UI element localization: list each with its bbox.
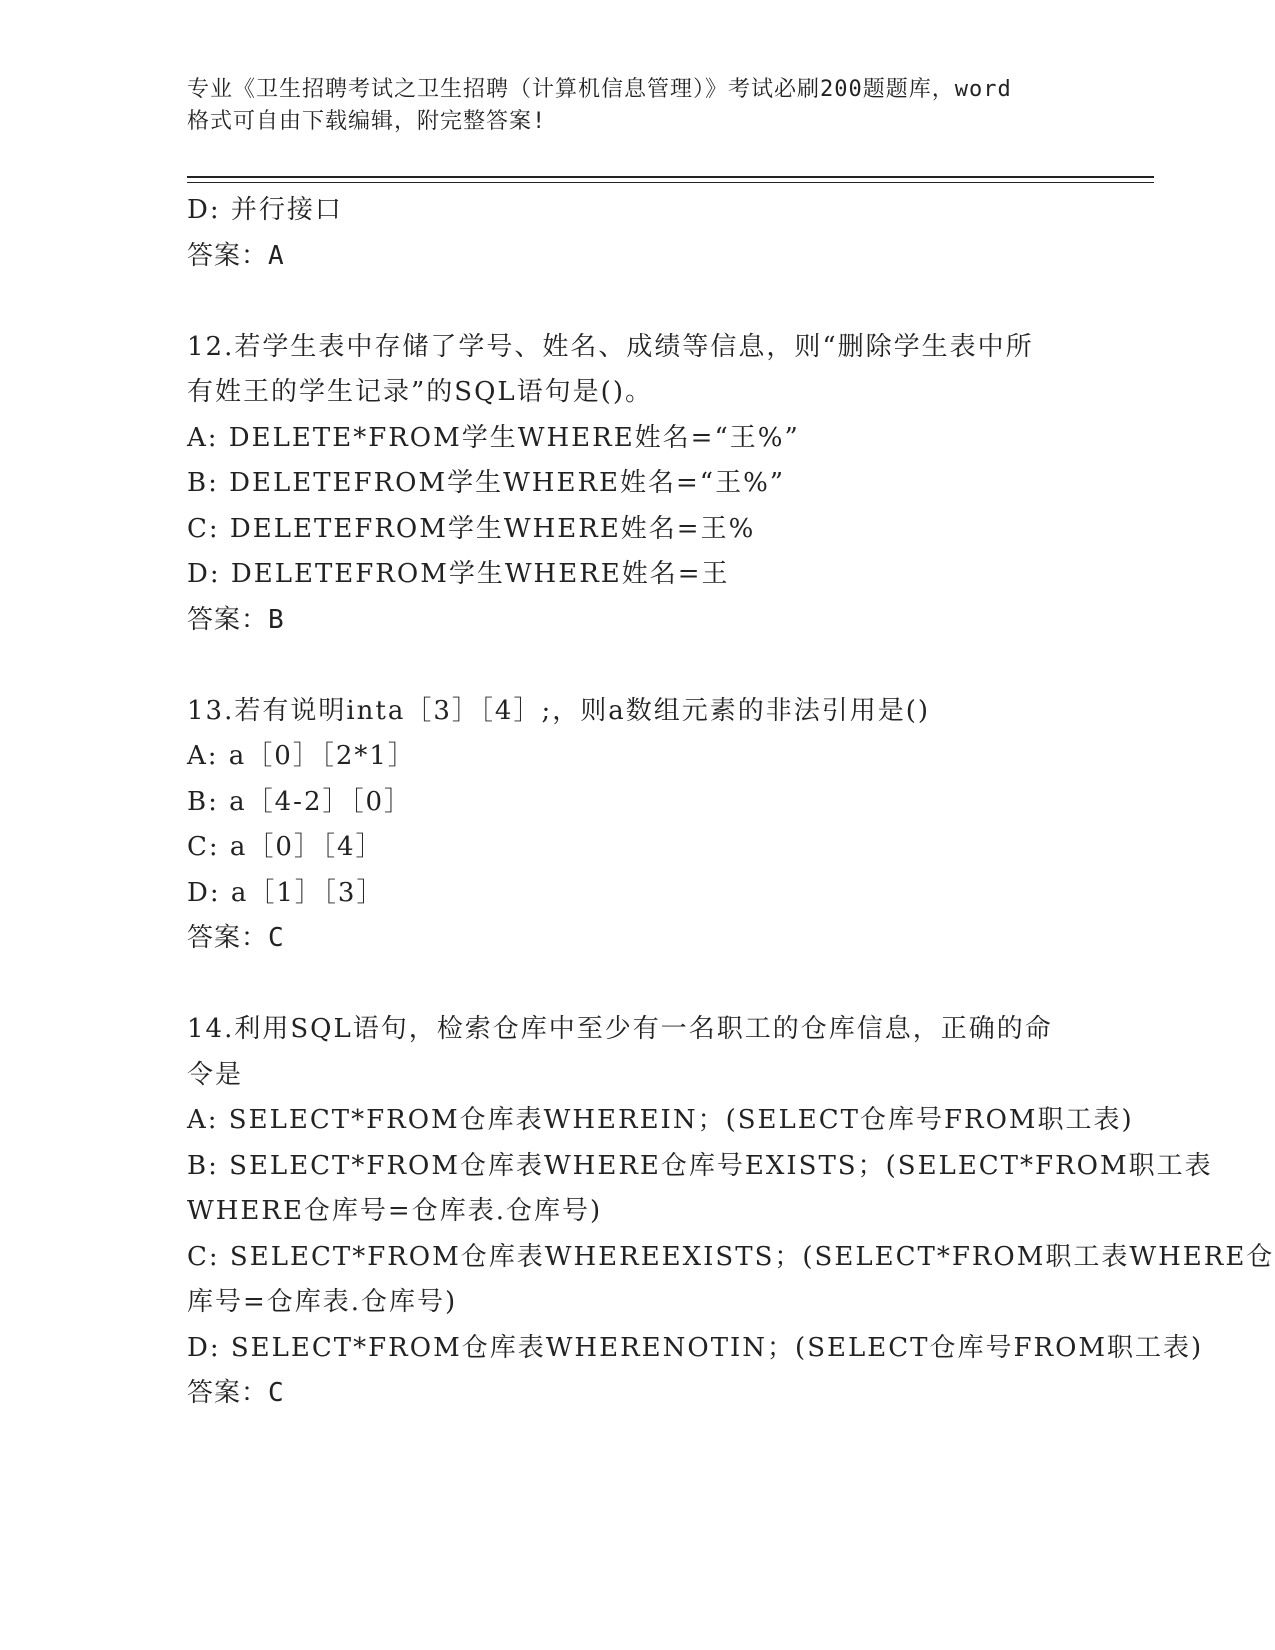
question-13 [187,689,1087,962]
q14-answer: 答案：C [187,1378,285,1408]
document-body [187,188,1275,1417]
header-line-1: 专业《卫生招聘考试之卫生招聘（计算机信息管理）》考试必刷200题题库，word [187,77,1012,102]
q13-option-a: A: a［0］［2*1］ [187,741,416,771]
q14-option-d: D: SELECT*FROM仓库表WHERENOTIN；(SELECT仓库号FROM职工表) [187,1332,1204,1363]
q14-option-a: A: SELECT*FROM仓库表WHEREIN；(SELECT仓库号FROM职工表) [187,1105,1134,1135]
q12-option-c: C: DELETEFROM学生WHERE姓名=王% [187,513,756,544]
question-12 [187,325,1087,644]
q14-option-c-line-2: 库号=仓库表.仓库号) [187,1287,458,1317]
q13-answer: 答案：C [187,923,285,953]
q12-option-d: D: DELETEFROM学生WHERE姓名=王 [187,559,730,589]
header-rule-thick [187,176,1154,178]
header-rule-thin [187,182,1154,183]
q13-option-d: D: a［1］［3］ [187,877,385,908]
q13-stem: 13.若有说明inta［3］［4］;，则a数组元素的非法引用是() [187,695,930,726]
q13-option-b: B: a［4-2］［0］ [187,786,413,817]
q12-answer: 答案：B [187,604,285,635]
question-11-tail [187,188,1087,279]
question-14 [187,1007,1275,1417]
document-header [187,74,1087,138]
q12-stem-line-1: 12.若学生表中存储了学号、姓名、成绩等信息，则“删除学生表中所 [187,331,1034,362]
spacer [187,279,1087,325]
q14-option-b-line-1: B: SELECT*FROM仓库表WHERE仓库号EXISTS；(SELECT*FROM职工表 [187,1150,1213,1181]
q14-option-b-line-2: WHERE仓库号=仓库表.仓库号) [187,1196,603,1226]
q12-stem-line-2: 有姓王的学生记录”的SQL语句是()。 [187,377,653,407]
spacer [187,643,1087,689]
q14-stem-line-1: 14.利用SQL语句，检索仓库中至少有一名职工的仓库信息，正确的命 [187,1014,1053,1044]
q11-option-d: D: 并行接口 [187,195,343,225]
spacer [187,962,1087,1008]
q12-option-a: A: DELETE*FROM学生WHERE姓名=“王%” [187,422,800,453]
q12-option-b: B: DELETEFROM学生WHERE姓名=“王%” [187,468,786,498]
q14-option-c-line-1: C: SELECT*FROM仓库表WHEREEXISTS；(SELECT*FROM职工表WHERE仓 [187,1241,1275,1272]
q14-stem-line-2: 令是 [187,1059,244,1090]
q13-option-c: C: a［0］［4］ [187,832,384,862]
q11-answer: 答案：A [187,240,285,271]
header-line-2: 格式可自由下载编辑，附完整答案! [187,109,547,134]
